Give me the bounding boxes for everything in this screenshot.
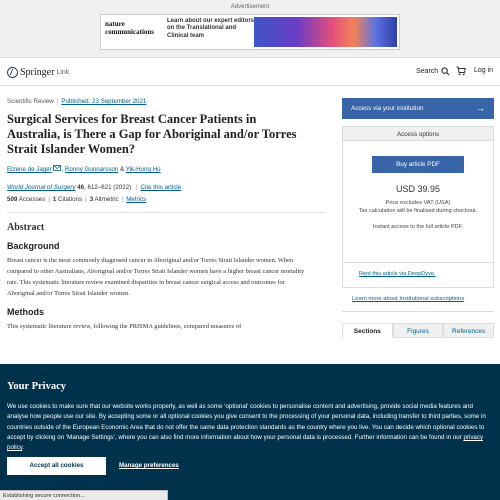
- article-metrics: 509 Accesses | 1 Citations | 3 Altmetric | Metrics: [7, 196, 147, 203]
- altmetric-label: Altmetric: [94, 196, 119, 203]
- institutional-subscriptions: [342, 296, 494, 302]
- author-link[interactable]: Yik-Hong Ho: [125, 166, 161, 173]
- cookie-banner: [0, 364, 500, 500]
- institution-access-label: Access via your institution: [351, 105, 424, 112]
- journal-link[interactable]: World Journal of Surgery: [7, 184, 76, 191]
- article-title: Surgical Services for Breast Cancer Patients in Australia, is There a Gap for Aboriginal and/or Torres Strait Islander Women?: [7, 112, 297, 156]
- cookie-body: We use cookies to make sure that our website works properly, as well as some ‘optional’ cookies to personalise content and advertising, provide social media features and analyse how people use our site. By accepting some or all optional cookies you give consent to the processing of your personal data, including transfer to third parties, some in countries outside of the European Economic Area that do not offer the same data protection standards as the country where you live. You can decide which optional cookies to accept by clicking on ‘Manage Settings’, where you can also find more information about how your personal data is processed. Further information can be found in our: [7, 403, 486, 441]
- privacy-policy-link[interactable]: privacy policy: [7, 433, 484, 452]
- journal-volume: 46: [77, 184, 85, 191]
- access-sidebar: [342, 98, 494, 338]
- background-heading: Background: [7, 241, 60, 251]
- article-price: USD 39.95: [395, 184, 441, 194]
- login-link[interactable]: Log in: [474, 67, 494, 74]
- rent-box: [342, 263, 494, 288]
- search-button[interactable]: [416, 67, 450, 76]
- tab-figures[interactable]: Figures: [393, 323, 444, 338]
- article-type: Scientific Review: [7, 98, 54, 105]
- tab-sections[interactable]: Sections: [342, 323, 393, 338]
- sidebar-tabs: [342, 323, 494, 338]
- accesses-count: 509: [7, 196, 18, 203]
- access-options-body: [342, 141, 494, 263]
- ad-logo-line2: communications: [105, 28, 154, 36]
- metrics-link[interactable]: Metrics: [126, 196, 147, 203]
- access-options-heading: Access options: [342, 126, 494, 141]
- article-main: [7, 98, 325, 332]
- arrow-right-icon: →: [476, 103, 485, 113]
- vat-line-2: Tax calculation will be finalised during checkout.: [358, 207, 478, 214]
- author-link[interactable]: Elzerie de Jager: [7, 166, 52, 173]
- author-separator: &: [119, 166, 125, 173]
- article-meta: Scientific Review | Published: 23 September 2021: [7, 98, 147, 105]
- ad-logo-line1: nature: [105, 20, 125, 28]
- site-header: [0, 58, 500, 86]
- email-icon[interactable]: [53, 165, 61, 171]
- cite-article-link[interactable]: Cite this article: [140, 184, 182, 191]
- logo-brand: Springer: [20, 66, 55, 78]
- accept-cookies-button[interactable]: Accept all cookies: [7, 457, 106, 475]
- vat-note: [343, 200, 493, 215]
- accesses-label: Accesses: [18, 196, 46, 203]
- buy-pdf-button[interactable]: Buy article PDF: [372, 156, 464, 173]
- cookie-title: Your Privacy: [7, 381, 67, 392]
- divider: [7, 212, 325, 213]
- author-list: Elzerie de Jager , Ronny Gunnarsson & Yik-Hong Ho: [7, 166, 161, 173]
- background-text: Breast cancer is the most commonly diagnosed cancer in Aboriginal and/or Torres Strait Islander women. When compared to other Australians, Aboriginal and/or Torres Strait Islander women have a higher breast cancer mortality rate. This systematic literature review examined disparities in breast cancer surgical access and outcomes for Aboriginal and/or Torres Strait Islander women.: [7, 257, 305, 297]
- journal-citation: World Journal of Surgery 46, 612–621 (2022) | Cite this article: [7, 184, 182, 191]
- ad-label: Advertisement: [230, 4, 270, 10]
- divider: [342, 311, 494, 312]
- ad-banner: [0, 0, 500, 58]
- search-icon: [441, 67, 450, 76]
- browser-status-bar: Establishing secure connection...: [0, 490, 168, 500]
- ad-artwork: [254, 17, 397, 47]
- vat-line-1: Price excludes VAT (USA): [385, 200, 451, 206]
- springer-horse-icon: [7, 67, 18, 78]
- rent-deepdyve-link[interactable]: Rent this article via DeepDyve.: [359, 271, 436, 277]
- ad-text: Learn about our expert editors on the Translational and Clinical team: [167, 18, 255, 39]
- journal-pages: , 612–621 (2022): [84, 184, 132, 191]
- cart-icon[interactable]: [456, 66, 466, 76]
- springer-logo[interactable]: [7, 66, 69, 78]
- altmetric-count: 3: [89, 196, 94, 203]
- learn-more-link[interactable]: Learn more about Institutional subscriptions: [352, 296, 465, 302]
- methods-heading: Methods: [7, 307, 44, 317]
- instant-access-note: Instant access to the full article PDF.: [372, 224, 464, 230]
- abstract-heading: Abstract: [7, 222, 45, 233]
- methods-text: This systematic literature review, following the PRISMA guidelines, compared measures of: [7, 323, 242, 330]
- ad-box[interactable]: [100, 14, 400, 50]
- citations-count: 1: [52, 196, 57, 203]
- ad-logo: [105, 20, 161, 36]
- manage-preferences-link[interactable]: Manage preferences: [119, 462, 179, 469]
- institution-access-button[interactable]: [342, 98, 494, 119]
- author-link[interactable]: Ronny Gunnarsson: [64, 166, 119, 173]
- published-date-link[interactable]: Published: 23 September 2021: [61, 98, 147, 105]
- tab-references[interactable]: References: [443, 323, 494, 338]
- search-label: Search: [416, 68, 439, 75]
- logo-suffix: Link: [56, 68, 70, 76]
- cookie-text: We use cookies to make sure that our website works properly, as well as some ‘optional’ cookies to personalise content and advertising, provide social media features and analyse how people use our site. By accepting some or all optional cookies you give consent to the processing of your personal data, including transfer to third parties, some in countries outside of the European Economic Area that do not offer the same data protection standards as the country where you live. You can decide which optional cookies to accept by clicking on ‘Manage Settings’, where you can also find more information about how your personal data is processed. Further information can be found in our privacy policy.: [7, 403, 486, 452]
- citations-label: Citations: [58, 196, 83, 203]
